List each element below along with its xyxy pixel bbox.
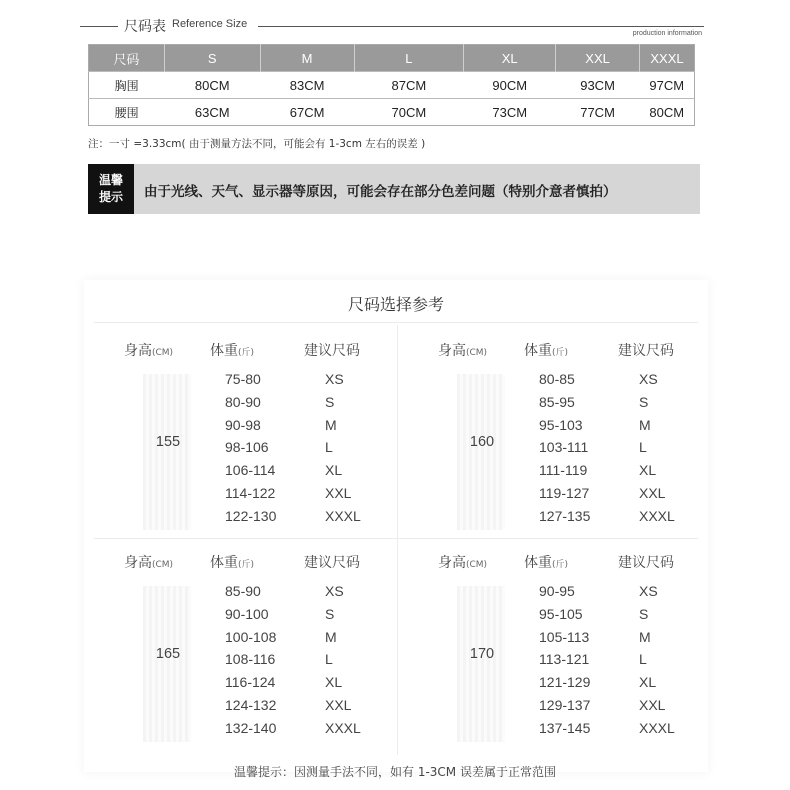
- list-item: 108-116 L: [225, 651, 333, 668]
- list-item: 80-85 XS: [539, 371, 658, 387]
- list-item: 132-140 XXXL: [225, 719, 361, 736]
- table-cell: 73CM: [464, 99, 556, 126]
- footer-tip: 温馨提示：因测量手法不同，如有 1-3CM 误差属于正常范围: [234, 765, 556, 779]
- list-item: 114-122 XXL: [225, 484, 352, 501]
- list-item: 105-113 M: [539, 628, 651, 645]
- col-header-size: 建议尺码: [304, 555, 360, 571]
- col-header-size: 建议尺码: [618, 555, 674, 571]
- size-chart-header: [80, 12, 704, 40]
- col-header-height: 身高(CM): [124, 343, 174, 359]
- tip-banner: [88, 164, 700, 214]
- list-item: 98-106 L: [225, 439, 333, 456]
- list-item: 137-145 XXXL: [539, 719, 675, 736]
- list-item: 113-121 L: [539, 651, 647, 668]
- weight-size-list: [412, 583, 708, 743]
- list-item: 106-114 XL: [225, 462, 343, 479]
- col-header-height: 身高(CM): [438, 343, 488, 359]
- height-value: 160: [469, 434, 495, 450]
- tip-badge-line: 温馨: [98, 173, 123, 187]
- height-value: 170: [469, 646, 495, 662]
- list-item: 129-137 XXL: [539, 696, 666, 713]
- col-header-weight: 体重(斤): [524, 555, 569, 571]
- size-col-header: L: [354, 45, 464, 72]
- table-row: [89, 72, 695, 99]
- header-rule-left: [80, 26, 118, 27]
- table-cell: 63CM: [164, 99, 260, 126]
- list-item: 103-111 L: [539, 439, 647, 456]
- list-item: 90-100 S: [225, 605, 335, 622]
- row-label: 腰围: [89, 99, 165, 126]
- list-item: 95-105 S: [539, 605, 649, 622]
- header-info: production information: [632, 30, 702, 37]
- size-table: [88, 44, 695, 126]
- header-title: 尺码表: [124, 19, 166, 35]
- table-cell: 83CM: [260, 72, 354, 99]
- list-item: 124-132 XXL: [225, 696, 352, 713]
- size-col-header: 尺码: [89, 45, 165, 72]
- col-header-weight: 体重(斤): [210, 343, 255, 359]
- table-cell: 80CM: [640, 99, 695, 126]
- weight-size-list: [412, 371, 708, 531]
- height-value: 155: [155, 434, 181, 450]
- list-item: 122-130 XXXL: [225, 507, 361, 524]
- list-item: 80-90 S: [225, 393, 335, 410]
- size-guide-card: [84, 280, 708, 772]
- table-cell: 70CM: [354, 99, 464, 126]
- col-header-size: 建议尺码: [618, 343, 674, 359]
- table-cell: 87CM: [354, 72, 464, 99]
- divider: [397, 325, 398, 755]
- list-item: 127-135 XXXL: [539, 507, 675, 524]
- guide-panel: [98, 340, 394, 550]
- table-cell: 90CM: [464, 72, 556, 99]
- table-cell: 77CM: [556, 99, 640, 126]
- size-table-header-row: [89, 45, 695, 72]
- weight-size-list: [98, 583, 394, 743]
- list-item: 119-127 XXL: [539, 484, 666, 501]
- size-col-header: XXXL: [640, 45, 695, 72]
- list-item: 85-90 XS: [225, 583, 344, 599]
- table-cell: 80CM: [164, 72, 260, 99]
- size-col-header: XL: [464, 45, 556, 72]
- measurement-note: 注：一寸 =3.33cm( 由于测量方法不同，可能会有 1-3cm 左右的误差 ): [88, 138, 426, 150]
- col-header-height: 身高(CM): [438, 555, 488, 571]
- height-value: 165: [155, 646, 181, 662]
- col-header-weight: 体重(斤): [524, 343, 569, 359]
- tip-badge: [88, 164, 134, 214]
- tip-text: 由于光线、天气、显示器等原因，可能会存在部分色差问题（特别介意者慎拍）: [144, 184, 617, 200]
- guide-panel: [98, 552, 394, 762]
- guide-title: 尺码选择参考: [347, 295, 444, 314]
- guide-panel: [412, 340, 708, 550]
- table-row: [89, 99, 695, 126]
- header-subtitle: Reference Size: [172, 18, 248, 30]
- size-col-header: M: [260, 45, 354, 72]
- col-header-height: 身高(CM): [124, 555, 174, 571]
- row-label: 胸围: [89, 72, 165, 99]
- size-col-header: XXL: [556, 45, 640, 72]
- list-item: 90-95 XS: [539, 583, 658, 599]
- table-cell: 97CM: [640, 72, 695, 99]
- header-rule-right: [258, 26, 704, 27]
- weight-size-list: [98, 371, 394, 531]
- col-header-size: 建议尺码: [304, 343, 360, 359]
- list-item: 85-95 S: [539, 393, 649, 410]
- guide-panel: [412, 552, 708, 762]
- list-item: 90-98 M: [225, 416, 337, 433]
- list-item: 95-103 M: [539, 416, 651, 433]
- list-item: 75-80 XS: [225, 371, 344, 387]
- list-item: 116-124 XL: [225, 674, 343, 691]
- list-item: 100-108 M: [225, 628, 337, 645]
- table-cell: 67CM: [260, 99, 354, 126]
- size-col-header: S: [164, 45, 260, 72]
- list-item: 121-129 XL: [539, 674, 657, 691]
- table-cell: 93CM: [556, 72, 640, 99]
- list-item: 111-119 XL: [539, 462, 657, 479]
- divider: [94, 322, 698, 323]
- col-header-weight: 体重(斤): [210, 555, 255, 571]
- tip-badge-line: 提示: [98, 190, 123, 204]
